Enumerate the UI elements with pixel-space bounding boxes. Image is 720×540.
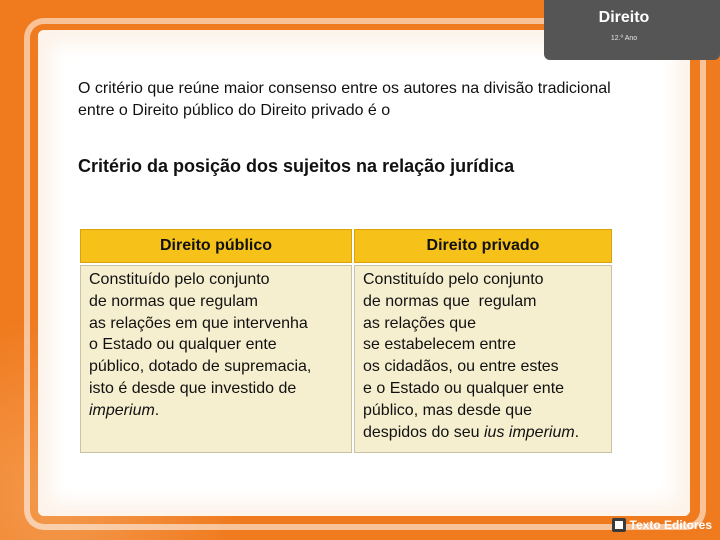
italic-term: ius imperium: [483, 423, 575, 441]
publisher-name: Texto Editores: [629, 518, 712, 532]
cell-line: o Estado ou qualquer ente: [89, 336, 277, 354]
cell-text: despidos do seu: [363, 423, 484, 441]
cell-line-last: [363, 422, 603, 444]
cell-line: de normas que regulam: [89, 292, 258, 310]
cell-line: de normas que regulam: [363, 292, 537, 310]
publisher-logo: [612, 518, 712, 532]
cell-line-last: [89, 400, 343, 422]
cell-line: público, mas desde que: [363, 401, 532, 419]
cell-line: e o Estado ou qualquer ente: [363, 379, 565, 397]
cell-line: Constituído pelo conjunto: [363, 271, 544, 288]
cell-line: público, dotado de supremacia,: [89, 358, 312, 376]
cell-line: se estabelecem entre: [363, 336, 516, 354]
cell-line: as relações em que intervenha: [89, 314, 308, 332]
subject-title: Direito: [598, 9, 650, 26]
cell-direito-publico: [80, 265, 352, 453]
criterion-heading: Critério da posição dos sujeitos na relação jurídica: [78, 156, 515, 176]
cell-line: os cidadãos, ou entre estes: [363, 358, 559, 376]
publisher-icon: [612, 518, 626, 532]
header-direito-privado: Direito privado: [354, 229, 612, 263]
cell-line: as relações que: [363, 314, 476, 332]
comparison-table: [80, 229, 612, 453]
cell-line: Constituído pelo conjunto: [89, 271, 270, 288]
header-direito-publico: Direito público: [80, 229, 352, 263]
cell-direito-privado: [354, 265, 612, 453]
subject-tag: [544, 0, 720, 60]
subject-year: 12.º Ano: [610, 35, 638, 42]
intro-paragraph: O critério que reúne maior consenso entre os autores na divisão tradicional entre o Direito público do Direito privado é o: [78, 80, 611, 119]
punctuation: .: [154, 401, 160, 419]
italic-term: imperium: [89, 401, 155, 419]
cell-line: isto é desde que investido de: [89, 379, 297, 397]
punctuation: .: [574, 423, 580, 441]
